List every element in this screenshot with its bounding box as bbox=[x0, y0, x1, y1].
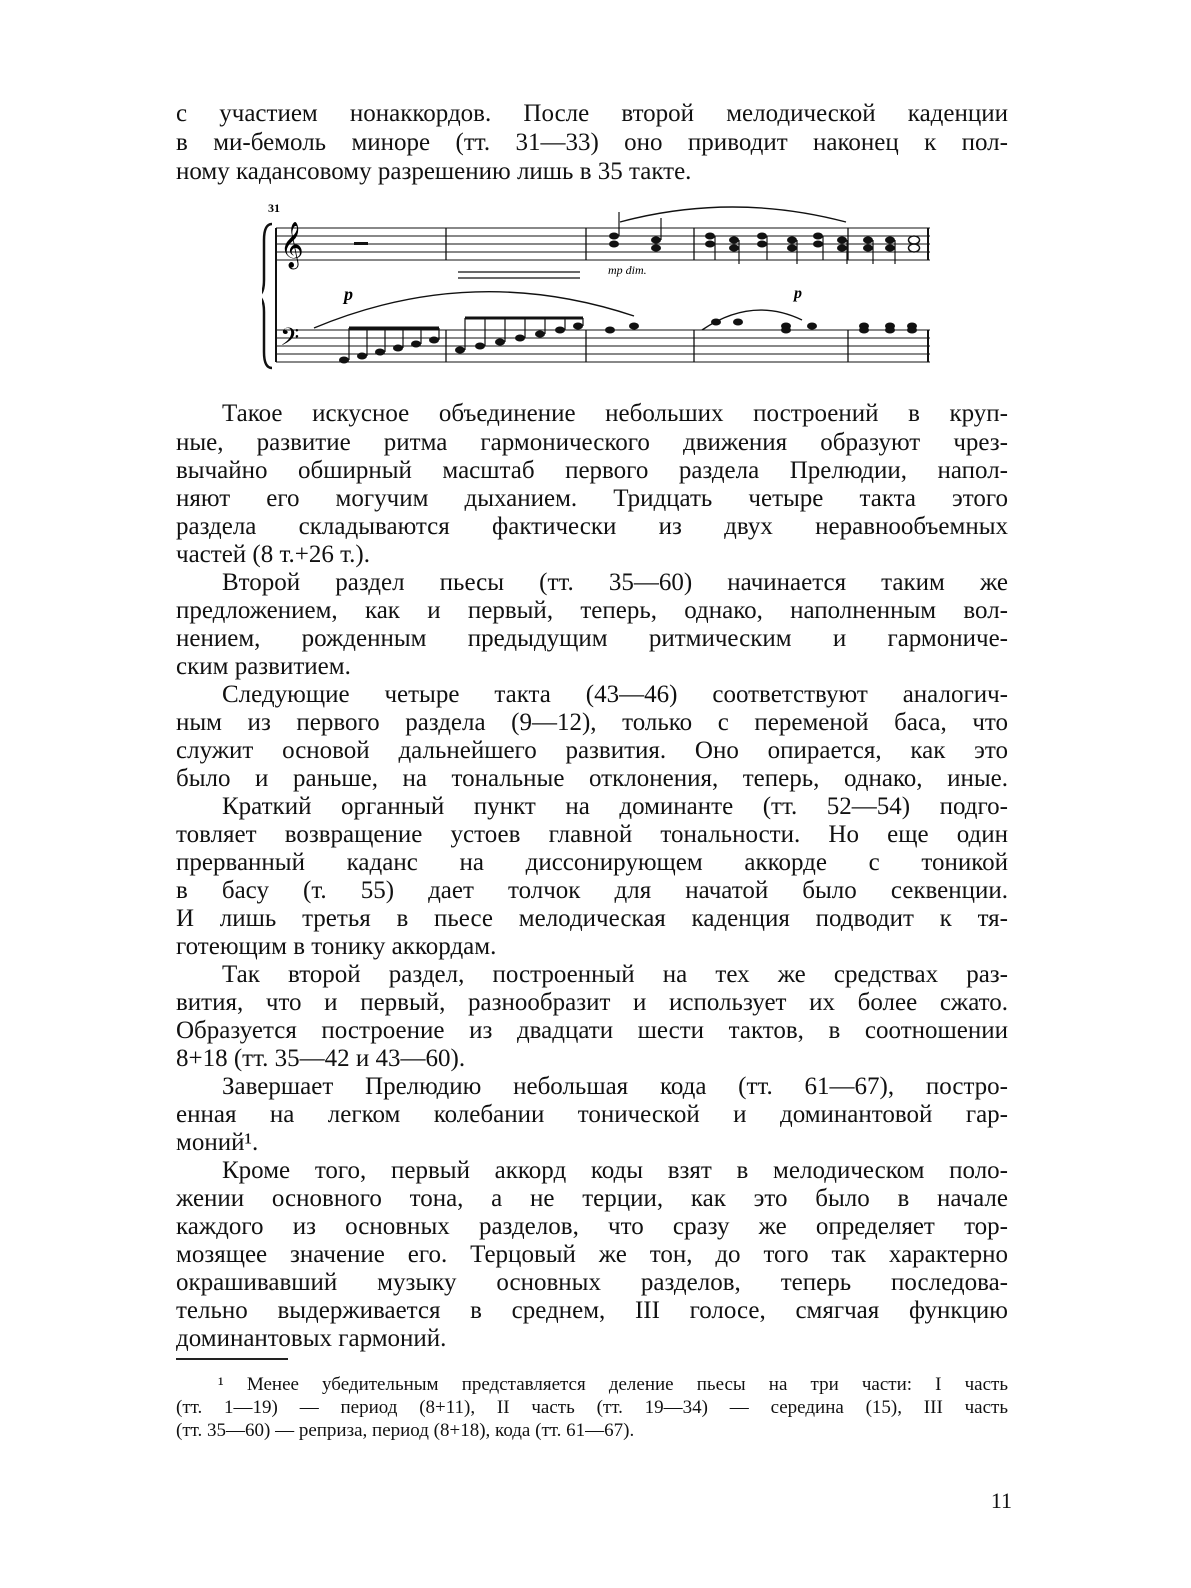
text-line: прерванный каданс на диссонирующем аккорде с тоникой bbox=[176, 849, 1008, 876]
text-line: в ми-бемоль миноре (тт. 31—33) оно приводит наконец к пол- bbox=[176, 129, 1008, 156]
text-line: раздела складываются фактически из двух неравнообъемных bbox=[176, 513, 1008, 540]
text-line: Второй раздел пьесы (тт. 35—60) начинается таким же bbox=[222, 569, 1008, 596]
measure-barlines bbox=[446, 228, 928, 362]
footnote-rule bbox=[176, 1358, 288, 1360]
text-line: ному кадансовому разрешению лишь в 35 такте. bbox=[176, 158, 692, 185]
text-line: Завершает Прелюдию небольшая кода (тт. 61—67), постро- bbox=[222, 1073, 1008, 1100]
measure-number: 31 bbox=[268, 201, 280, 215]
text-line: вития, что и первый, разнообразит и использует их более сжато. bbox=[176, 989, 1008, 1016]
text-line: енная на легком колебании тонической и доминантовой гар- bbox=[176, 1101, 1008, 1128]
text-line: с участием нонаккордов. После второй мелодической каденции bbox=[176, 100, 1008, 127]
text-line: Следующие четыре такта (43—46) соответствуют аналогич- bbox=[222, 681, 1008, 708]
bass-notes bbox=[339, 319, 917, 364]
dynamic-marking: mp dim. bbox=[608, 263, 647, 277]
text-line: мозящее значение его. Терцовый же тон, до того так характерно bbox=[176, 1241, 1008, 1268]
grand-staff-brace bbox=[262, 224, 272, 368]
footnote-line: (тт. 1—19) — период (8+11), II часть (тт. 19—34) — середина (15), III часть bbox=[176, 1397, 1008, 1418]
text-line: окрашивавший музыку основных разделов, теперь последова- bbox=[176, 1269, 1008, 1296]
text-line: доминантовых гармоний. bbox=[176, 1325, 447, 1352]
text-line: И лишь третья в пьесе мелодическая каденция подводит к тя- bbox=[176, 905, 1008, 932]
text-line: нением, рожденным предыдущим ритмическим и гармониче- bbox=[176, 625, 1008, 652]
music-score-example bbox=[262, 200, 934, 372]
treble-staff bbox=[276, 228, 930, 260]
text-line: Кроме того, первый аккорд коды взят в мелодическом поло- bbox=[222, 1157, 1008, 1184]
text-line: жении основного тона, а не терции, как это было в начале bbox=[176, 1185, 1008, 1212]
bass-clef-icon: 𝄢 bbox=[280, 323, 300, 358]
text-line: Так второй раздел, построенный на тех же средствах раз- bbox=[222, 961, 1008, 988]
half-rest bbox=[354, 242, 368, 245]
page-number: 11 bbox=[990, 1488, 1012, 1513]
footnote-line: ¹ Менее убедительным представляется деление пьесы на три части: I часть bbox=[218, 1374, 1008, 1395]
text-line: ским развитием. bbox=[176, 653, 351, 680]
text-line: тельно выдерживается в среднем, III голосе, смягчая функцию bbox=[176, 1297, 1008, 1324]
dynamic-marking: p bbox=[344, 284, 353, 304]
text-line: было и раньше, на тональные отклонения, теперь, однако, иные. bbox=[176, 765, 1008, 792]
text-line: Образуется построение из двадцати шести тактов, в соотношении bbox=[176, 1017, 1008, 1044]
text-line: ным из первого раздела (9—12), только с переменой баса, что bbox=[176, 709, 1008, 736]
dynamic-marking: p bbox=[794, 285, 802, 302]
text-line: Такое искусное объединение небольших построений в круп- bbox=[222, 400, 1008, 427]
text-line: Краткий органный пункт на доминанте (тт. 52—54) подго- bbox=[222, 793, 1008, 820]
text-line: ные, развитие ритма гармонического движения образуют чрез- bbox=[176, 429, 1008, 456]
text-line: служит основой дальнейшего развития. Оно опирается, как это bbox=[176, 737, 1008, 764]
phrase-slur bbox=[620, 207, 846, 222]
treble-clef-icon: 𝄞 bbox=[280, 222, 304, 268]
bass-staff bbox=[276, 330, 930, 362]
text-line: в басу (т. 55) дает толчок для начатой было секвенции. bbox=[176, 877, 1008, 904]
text-line: каждого из основных разделов, что сразу же определяет тор- bbox=[176, 1213, 1008, 1240]
text-line: вычайно обширный масштаб первого раздела Прелюдии, напол- bbox=[176, 457, 1008, 484]
text-line: готеющим в тонику аккордам. bbox=[176, 933, 497, 960]
phrase-slur bbox=[314, 292, 634, 328]
text-line: предложением, как и первый, теперь, однако, наполненным вол- bbox=[176, 597, 1008, 624]
footnote-line: (тт. 35—60) — реприза, период (8+18), кода (тт. 61—67). bbox=[176, 1420, 635, 1441]
text-line: моний¹. bbox=[176, 1129, 259, 1156]
text-line: частей (8 т.+26 т.). bbox=[176, 541, 371, 568]
text-line: 8+18 (тт. 35—42 и 43—60). bbox=[176, 1045, 466, 1072]
text-line: товляет возвращение устоев главной тональности. Но еще один bbox=[176, 821, 1008, 848]
text-line: няют его могучим дыханием. Тридцать четыре такта этого bbox=[176, 485, 1008, 512]
